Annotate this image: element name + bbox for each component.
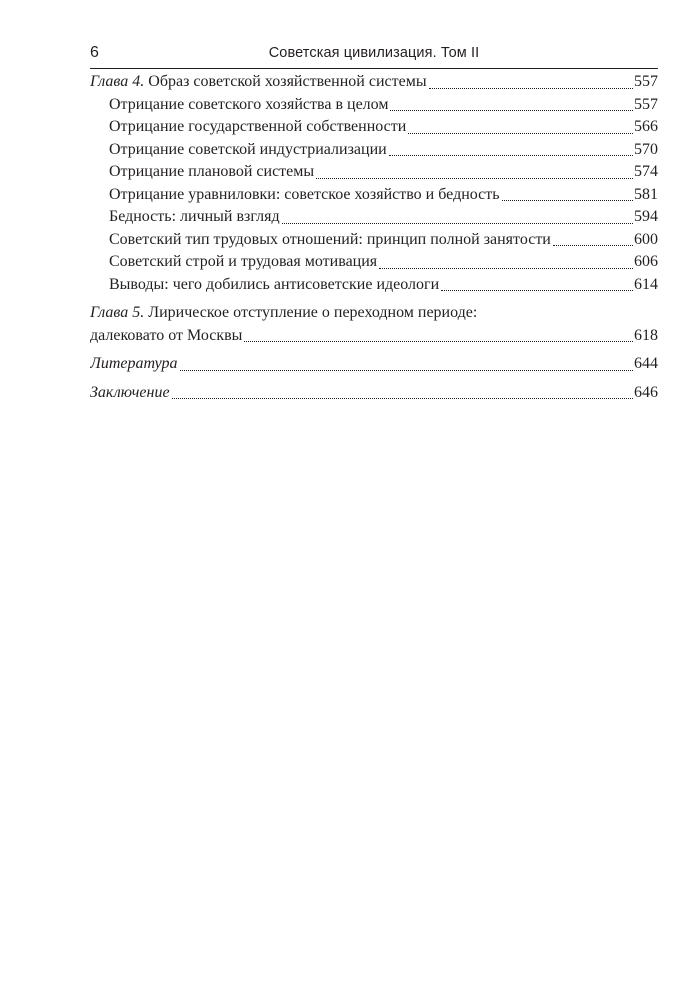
- dot-leader: [180, 370, 633, 371]
- chapter-prefix: Глава 5.: [90, 304, 145, 321]
- chapter-title: Образ советской хозяйственной системы: [144, 73, 427, 90]
- table-of-contents: [90, 71, 658, 404]
- dot-leader: [390, 110, 633, 111]
- toc-entry-section[interactable]: [90, 161, 658, 184]
- toc-entry-section[interactable]: [90, 139, 658, 162]
- toc-page-number: 574: [634, 163, 658, 180]
- section-title: Выводы: чего добились антисоветские идеологи: [109, 275, 440, 293]
- section-title: Советский строй и трудовая мотивация: [109, 253, 378, 270]
- toc-entry-chapter-5-line-1[interactable]: [90, 302, 658, 325]
- toc-entry-literature[interactable]: [90, 353, 658, 376]
- toc-page-number: 614: [634, 275, 658, 293]
- toc-page-number: 646: [634, 383, 658, 401]
- dot-leader: [389, 155, 633, 156]
- toc-entry-section[interactable]: [90, 251, 658, 274]
- section-title: Отрицание советской индустриализации: [109, 140, 387, 158]
- dot-leader: [244, 341, 633, 342]
- toc-page-number: 618: [634, 326, 658, 344]
- dot-leader: [282, 223, 633, 224]
- toc-entry-label: [90, 71, 427, 94]
- section-title: Отрицание плановой системы: [109, 163, 315, 180]
- conclusion-title: Заключение: [90, 383, 170, 401]
- section-title: Отрицание советского хозяйства в целом: [109, 95, 389, 113]
- chapter-title-line-2: далековато от Москвы: [90, 326, 243, 344]
- toc-page-number: 557: [634, 73, 658, 90]
- toc-entry-section[interactable]: [90, 116, 658, 139]
- toc-entry-label: [90, 353, 178, 376]
- toc-entry-section[interactable]: [90, 184, 658, 207]
- chapter-title-line-1: Лирическое отступление о переходном периоде:: [144, 304, 478, 321]
- toc-page-number: 581: [634, 185, 658, 203]
- page-number: 6: [90, 44, 99, 61]
- toc-entry-section[interactable]: [90, 206, 658, 229]
- dot-leader: [172, 398, 633, 399]
- dot-leader: [441, 290, 633, 291]
- book-title: Советская цивилизация. Том II: [268, 45, 480, 61]
- section-title: Отрицание уравниловки: советское хозяйство и бедность: [109, 185, 500, 203]
- toc-page-number: 606: [634, 253, 658, 270]
- chapter-prefix: Глава 4.: [90, 73, 145, 90]
- toc-entry-section[interactable]: [90, 274, 658, 297]
- toc-page-number: 600: [634, 230, 658, 248]
- toc-entry-conclusion[interactable]: [90, 382, 658, 405]
- toc-entry-chapter-4[interactable]: [90, 71, 658, 94]
- toc-page-number: 594: [634, 208, 658, 225]
- toc-page-number: 566: [634, 118, 658, 135]
- section-title: Отрицание государственной собственности: [109, 118, 407, 135]
- toc-entry-section[interactable]: [90, 94, 658, 117]
- literature-title: Литература: [90, 355, 178, 372]
- dot-leader: [553, 245, 633, 246]
- toc-entry-section[interactable]: [90, 229, 658, 252]
- toc-page-number: 644: [634, 355, 658, 372]
- dot-leader: [429, 88, 633, 89]
- toc-entry-chapter-5[interactable]: [90, 325, 658, 348]
- dot-leader: [502, 200, 633, 201]
- running-head: [90, 42, 658, 69]
- section-title: Советский тип трудовых отношений: принцип полной занятости: [109, 230, 551, 248]
- toc-entry-label: [90, 382, 170, 405]
- toc-page-number: 557: [634, 95, 658, 113]
- toc-page-number: 570: [634, 140, 658, 158]
- dot-leader: [379, 268, 633, 269]
- dot-leader: [316, 178, 633, 179]
- section-title: Бедность: личный взгляд: [109, 208, 280, 225]
- dot-leader: [408, 133, 633, 134]
